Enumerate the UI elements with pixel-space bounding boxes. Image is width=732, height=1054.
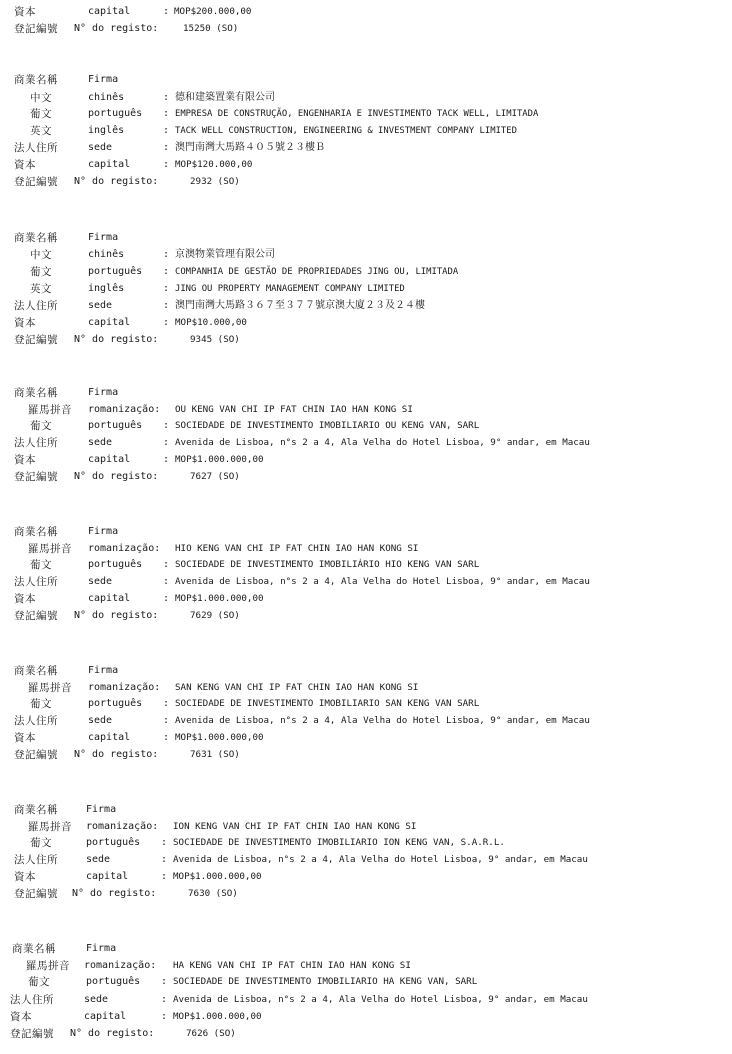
- colon: :: [163, 300, 170, 311]
- colon: :: [163, 108, 170, 119]
- registo-pt-label: N° do registo:: [70, 1028, 155, 1039]
- capital-zh-label: 資本: [10, 1011, 32, 1023]
- sede-zh-label: 法人住所: [14, 437, 58, 449]
- colon: :: [161, 854, 168, 865]
- sede-zh-label: 法人住所: [10, 994, 54, 1006]
- capital-pt-label: capital: [88, 317, 131, 328]
- registo-zh-label: 登記編號: [14, 176, 58, 188]
- romanizacao-zh-label: 羅馬拼音: [28, 821, 72, 833]
- romanizacao-value: HA KENG VAN CHI IP FAT CHIN IAO HAN KONG SI: [173, 960, 411, 971]
- registo-zh-label: 登記編號: [14, 610, 58, 622]
- capital-value: MOP$1.000.000,00: [175, 732, 264, 743]
- sede-value: Avenida de Lisboa, n°s 2 a 4, Ala Velha do Hotel Lisboa, 9° andar, em Macau: [175, 576, 590, 587]
- portugues-pt-label: português: [88, 108, 143, 119]
- ingles-zh-label: 英文: [30, 125, 52, 137]
- capital-zh-label: 資本: [14, 317, 36, 329]
- capital-value: MOP$200.000,00: [174, 6, 252, 17]
- colon: :: [163, 125, 170, 136]
- capital-value: MOP$1.000.000,00: [173, 871, 262, 882]
- firma-pt-label: Firma: [88, 387, 119, 398]
- sede-value: Avenida de Lisboa, n°s 2 a 4, Ala Velha do Hotel Lisboa, 9° andar, em Macau: [173, 854, 588, 865]
- capital-zh-label: 資本: [14, 871, 36, 883]
- sede-zh-label: 法人住所: [14, 142, 58, 154]
- portugues-value: SOCIEDADE DE INVESTIMENTO IMOBILIARIO OU KENG VAN, SARL: [175, 420, 480, 431]
- capital-value: MOP$1.000.000,00: [175, 593, 264, 604]
- registo-pt-label: N° do registo:: [74, 471, 159, 482]
- capital-pt-label: capital: [84, 1011, 127, 1022]
- sede-value: 澳門南灣大馬路４０５號２３樓Ｂ: [175, 142, 325, 153]
- ingles-value: JING OU PROPERTY MANAGEMENT COMPANY LIMITED: [175, 284, 405, 294]
- colon: :: [161, 994, 168, 1005]
- portugues-pt-label: português: [86, 976, 141, 987]
- registo-value: 7631 (SO): [190, 749, 240, 760]
- romanizacao-value: HIO KENG VAN CHI IP FAT CHIN IAO HAN KONG SI: [175, 543, 419, 554]
- romanizacao-zh-label: 羅馬拼音: [28, 682, 72, 694]
- sede-value: Avenida de Lisboa, n°s 2 a 4, Ala Velha do Hotel Lisboa, 9° andar, em Macau: [173, 994, 588, 1005]
- colon: :: [163, 6, 170, 17]
- sede-zh-label: 法人住所: [14, 854, 58, 866]
- romanizacao-value: OU KENG VAN CHI IP FAT CHIN IAO HAN KONG SI: [175, 404, 413, 415]
- firma-zh-label: 商業名稱: [14, 74, 58, 86]
- firma-zh-label: 商業名稱: [14, 232, 58, 244]
- ingles-pt-label: inglês: [88, 283, 125, 294]
- portugues-value: SOCIEDADE DE INVESTIMENTO IMOBILIARIO ION KENG VAN, S.A.R.L.: [173, 837, 505, 848]
- portugues-pt-label: português: [88, 559, 143, 570]
- registo-zh-label: 登記編號: [14, 23, 58, 35]
- firma-zh-label: 商業名稱: [14, 387, 58, 399]
- colon: :: [163, 283, 170, 294]
- colon: :: [163, 437, 170, 448]
- capital-zh-label: 資本: [14, 732, 36, 744]
- registo-value: 9345 (SO): [190, 334, 240, 345]
- colon: :: [163, 317, 170, 328]
- romanizacao-pt-label: romanização:: [86, 821, 159, 832]
- sede-pt-label: sede: [88, 300, 113, 311]
- capital-zh-label: 資本: [14, 159, 36, 171]
- registo-zh-label: 登記編號: [14, 471, 58, 483]
- firma-pt-label: Firma: [88, 526, 119, 537]
- romanizacao-value: ION KENG VAN CHI IP FAT CHIN IAO HAN KONG SI: [173, 821, 417, 832]
- sede-value: 澳門南灣大馬路３６７至３７７號京澳大廈２３及２４樓: [175, 300, 425, 311]
- firma-pt-label: Firma: [88, 74, 119, 85]
- ingles-value: TACK WELL CONSTRUCTION, ENGINEERING & INVESTMENT COMPANY LIMITED: [175, 126, 517, 136]
- registo-pt-label: N° do registo:: [72, 888, 157, 899]
- colon: :: [163, 715, 170, 726]
- portugues-zh-label: 葡文: [30, 837, 52, 849]
- registo-pt-label: N° do registo:: [74, 334, 159, 345]
- chines-pt-label: chinês: [88, 92, 125, 103]
- romanizacao-zh-label: 羅馬拼音: [28, 404, 72, 416]
- romanizacao-value: SAN KENG VAN CHI IP FAT CHIN IAO HAN KONG SI: [175, 682, 419, 693]
- registo-zh-label: 登記編號: [14, 334, 58, 346]
- registo-pt-label: N° do registo:: [74, 749, 159, 760]
- portugues-pt-label: português: [88, 266, 143, 277]
- registo-value: 7629 (SO): [190, 610, 240, 621]
- colon: :: [163, 92, 170, 103]
- colon: :: [161, 976, 168, 987]
- romanizacao-zh-label: 羅馬拼音: [28, 543, 72, 555]
- capital-pt-label: capital: [88, 159, 131, 170]
- portugues-value: EMPRESA DE CONSTRUÇÃO, ENGENHARIA E INVESTIMENTO TACK WELL, LIMITADA: [175, 109, 539, 119]
- firma-pt-label: Firma: [88, 232, 119, 243]
- capital-zh-label: 資本: [14, 454, 36, 466]
- firma-pt-label: Firma: [86, 804, 117, 815]
- colon: :: [163, 249, 170, 260]
- colon: :: [163, 142, 170, 153]
- chines-zh-label: 中文: [30, 92, 52, 104]
- capital-value: MOP$1.000.000,00: [175, 454, 264, 465]
- colon: :: [163, 266, 170, 277]
- portugues-value: SOCIEDADE DE INVESTIMENTO IMOBILIÁRIO HIO KENG VAN SARL: [175, 559, 480, 570]
- colon: :: [161, 1011, 168, 1022]
- chines-zh-label: 中文: [30, 249, 52, 261]
- sede-pt-label: sede: [88, 715, 113, 726]
- romanizacao-pt-label: romanização:: [88, 543, 161, 554]
- portugues-pt-label: português: [88, 698, 143, 709]
- capital-zh-label: 資本: [14, 593, 36, 605]
- sede-zh-label: 法人住所: [14, 576, 58, 588]
- chines-value: 德和建築置業有限公司: [175, 92, 275, 103]
- chines-pt-label: chinês: [88, 249, 125, 260]
- sede-value: Avenida de Lisboa, n°s 2 a 4, Ala Velha do Hotel Lisboa, 9° andar, em Macau: [175, 715, 590, 726]
- portugues-zh-label: 葡文: [30, 420, 52, 432]
- registo-zh-label: 登記編號: [10, 1028, 54, 1040]
- firma-zh-label: 商業名稱: [12, 943, 56, 955]
- firma-zh-label: 商業名稱: [14, 804, 58, 816]
- firma-zh-label: 商業名稱: [14, 665, 58, 677]
- sede-pt-label: sede: [84, 994, 109, 1005]
- colon: :: [163, 576, 170, 587]
- colon: :: [161, 871, 168, 882]
- capital-pt-label: capital: [88, 6, 131, 17]
- registo-value: 7630 (SO): [188, 888, 238, 899]
- portugues-zh-label: 葡文: [30, 108, 52, 120]
- portugues-zh-label: 葡文: [28, 976, 50, 988]
- portugues-zh-label: 葡文: [30, 698, 52, 710]
- firma-pt-label: Firma: [88, 665, 119, 676]
- colon: :: [163, 732, 170, 743]
- sede-value: Avenida de Lisboa, n°s 2 a 4, Ala Velha do Hotel Lisboa, 9° andar, em Macau: [175, 437, 590, 448]
- sede-zh-label: 法人住所: [14, 715, 58, 727]
- sede-pt-label: sede: [88, 576, 113, 587]
- portugues-value: SOCIEDADE DE INVESTIMENTO IMOBILIARIO HA KENG VAN, SARL: [173, 976, 478, 987]
- capital-value: MOP$1.000.000,00: [173, 1011, 262, 1022]
- portugues-zh-label: 葡文: [30, 559, 52, 571]
- firma-pt-label: Firma: [86, 943, 117, 954]
- romanizacao-pt-label: romanização:: [84, 960, 157, 971]
- registo-value: 15250 (SO): [183, 23, 239, 34]
- capital-value: MOP$10.000,00: [175, 317, 247, 328]
- sede-pt-label: sede: [88, 437, 113, 448]
- colon: :: [163, 420, 170, 431]
- capital-value: MOP$120.000,00: [175, 159, 253, 170]
- romanizacao-pt-label: romanização:: [88, 404, 161, 415]
- sede-pt-label: sede: [88, 142, 113, 153]
- colon: :: [163, 559, 170, 570]
- capital-pt-label: capital: [88, 593, 131, 604]
- registo-value: 7626 (SO): [186, 1028, 236, 1039]
- sede-zh-label: 法人住所: [14, 300, 58, 312]
- registo-pt-label: N° do registo:: [74, 610, 159, 621]
- colon: :: [161, 837, 168, 848]
- capital-pt-label: capital: [86, 871, 129, 882]
- capital-pt-label: capital: [88, 454, 131, 465]
- registo-pt-label: N° do registo:: [74, 176, 159, 187]
- registo-zh-label: 登記編號: [14, 749, 58, 761]
- portugues-zh-label: 葡文: [30, 266, 52, 278]
- portugues-pt-label: português: [88, 420, 143, 431]
- colon: :: [163, 698, 170, 709]
- registo-value: 7627 (SO): [190, 471, 240, 482]
- romanizacao-pt-label: romanização:: [88, 682, 161, 693]
- sede-pt-label: sede: [86, 854, 111, 865]
- portugues-value: COMPANHIA DE GESTÃO DE PROPRIEDADES JING OU, LIMITADA: [175, 267, 459, 277]
- firma-zh-label: 商業名稱: [14, 526, 58, 538]
- colon: :: [163, 159, 170, 170]
- portugues-value: SOCIEDADE DE INVESTIMENTO IMOBILIARIO SAN KENG VAN SARL: [175, 698, 480, 709]
- ingles-zh-label: 英文: [30, 283, 52, 295]
- registo-pt-label: N° do registo:: [74, 23, 159, 34]
- colon: :: [163, 593, 170, 604]
- registo-zh-label: 登記編號: [14, 888, 58, 900]
- registo-value: 2932 (SO): [190, 176, 240, 187]
- colon: :: [163, 454, 170, 465]
- capital-pt-label: capital: [88, 732, 131, 743]
- portugues-pt-label: português: [86, 837, 141, 848]
- chines-value: 京澳物業管理有限公司: [175, 249, 275, 260]
- capital-zh-label: 資本: [14, 6, 36, 18]
- ingles-pt-label: inglês: [88, 125, 125, 136]
- romanizacao-zh-label: 羅馬拼音: [26, 960, 70, 972]
